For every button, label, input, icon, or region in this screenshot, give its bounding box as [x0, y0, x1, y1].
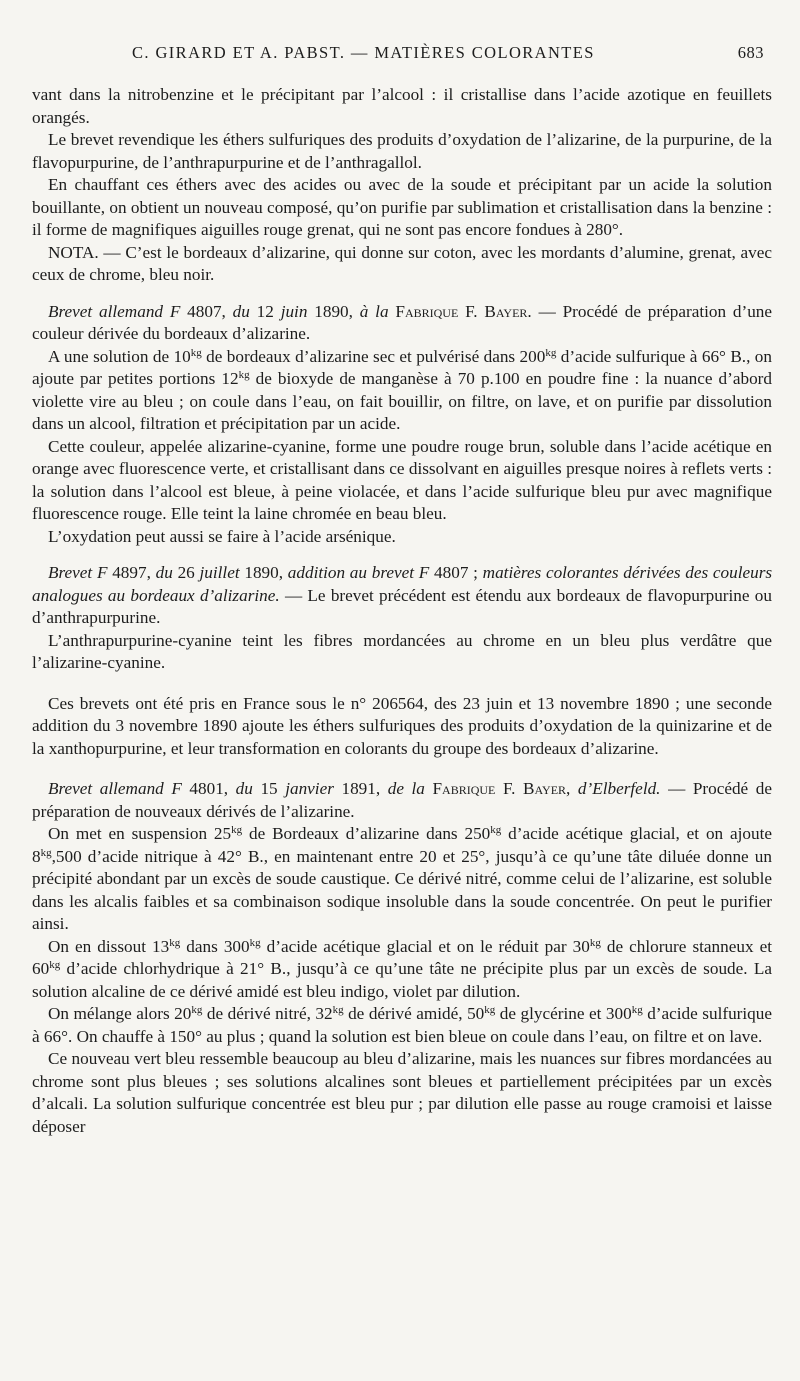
- patent-number: 4801,: [189, 779, 229, 798]
- paragraph: Ces brevets ont été pris en France sous le n° 206564, des 23 juin et 13 novembre 1890 ; une seconde addition du 3 novembre 1890 ajoute les éthers sulfuriques des produits d’oxydation de la quinizarine et de la xanthopurpurine, et leur transformation en colorants du groupe des bordeaux d’alizarine.: [32, 693, 772, 758]
- text-run: d’acide chlorhydrique à 21° B., jusqu’à ce qu’une tâte ne précipite plus par un excès de soude. La solution alcaline de ce dérivé amidé est bleu indigo, violet par dilution.: [32, 959, 772, 1001]
- paragraph: L’anthrapurpurine-cyanine teint les fibres mordancées au chrome en un bleu plus verdâtre que l’alizarine-cyanine.: [32, 630, 772, 672]
- patent-label: Brevet allemand F: [48, 301, 181, 321]
- patent-ref-number: 4807 ;: [434, 563, 478, 582]
- patent-month: juin: [280, 301, 308, 321]
- text-run: d’acide acétique glacial et on le réduit par 30: [260, 936, 590, 956]
- running-title: C. GIRARD ET A. PABST. — MATIÈRES COLORANTES: [132, 43, 595, 62]
- text-run: de dérivé amidé, 50: [343, 1004, 485, 1023]
- patent-label: Brevet F: [48, 563, 108, 582]
- patent-title: — Procédé de préparation d’une couleur dérivée du bordeaux d’alizarine.: [32, 301, 773, 343]
- paragraph: Ce nouveau vert bleu ressemble beaucoup au bleu d’alizarine, mais les nuances sur fibres mordancées au chrome sont plus bleues ; ses solutions alcalines sont bleues et partiellement précipitées par un excès d’alcali. La solution sulfurique concentrée est bleu pur ; par dilution elle passe au rouge cramoisi et laisse déposer: [32, 1049, 772, 1136]
- patent-subject: matières colorantes dérivées des couleurs analogues au bordeaux d’alizarine.: [32, 563, 773, 605]
- unit-superscript: kg: [191, 1004, 203, 1016]
- text-run: A une solution de 10: [48, 346, 191, 366]
- text-run: On met en suspension 25: [48, 824, 232, 843]
- note-paragraph: NOTA. — C’est le bordeaux d’alizarine, qui donne sur coton, avec les mordants d’alumine, grenat, avec ceux de chrome, bleu noir.: [32, 242, 772, 284]
- patent-month: juillet: [199, 563, 240, 582]
- patent-number: 4897,: [112, 563, 151, 582]
- page-header: [132, 42, 764, 66]
- unit-superscript: kg: [545, 346, 557, 359]
- patent-label: Brevet allemand F: [48, 779, 182, 798]
- text-run: de bioxyde de manganèse à 70 p.100 en poudre fine : la nuance d’abord violette vire au bleu ; on coule dans l’eau, on fait bouillir, on filtre, on lave, et on purifie par dissolution dans un alcool, filtration et précipitation par un acide.: [32, 369, 772, 433]
- text-run: ,500 d’acide nitrique à 42° B., en maintenant entre 20 et 25°, jusqu’à ce qu’une tâte diluée donne un précipité abondant par un excès de soude caustique. Ce dérivé nitré, comme celui de l’alizarine, est soluble dans les alcalis faibles et sa combinaison sodique insoluble dans la soude concentrée. On peut le purifier ainsi.: [32, 846, 772, 933]
- page-number: 683: [737, 43, 764, 62]
- unit-superscript: kg: [49, 959, 61, 971]
- paragraph: [32, 1003, 772, 1048]
- unit-superscript: kg: [238, 369, 250, 381]
- unit-superscript: kg: [190, 346, 202, 359]
- text-run: de dérivé nitré, 32: [202, 1004, 333, 1023]
- patent-title: — Procédé de préparation de nouveaux dérivés de l’alizarine.: [32, 779, 772, 821]
- text-run: de glycérine et 300: [495, 1004, 632, 1023]
- patent-month: janvier: [285, 779, 334, 798]
- text-run: On en dissout 13: [48, 936, 170, 956]
- patent-a-la: à la: [359, 301, 389, 321]
- patent-year: 1891,: [341, 779, 381, 798]
- text-run: d’acide acétique glacial, et on ajoute 8: [32, 824, 772, 866]
- patent-company: Fabrique F. Bayer.: [395, 301, 532, 321]
- patent-place: d’Elberfeld.: [577, 779, 661, 798]
- paragraph: [32, 823, 772, 936]
- unit-superscript: kg: [631, 1004, 643, 1016]
- unit-superscript: kg: [169, 936, 181, 949]
- unit-superscript: kg: [589, 936, 601, 949]
- section-gap: [32, 760, 772, 778]
- section-gap: [32, 675, 772, 693]
- paragraph: [32, 936, 772, 1004]
- unit-superscript: kg: [231, 824, 243, 836]
- paragraph: vant dans la nitrobenzine et le précipitant par l’alcool : il cristallise dans l’acide azotique en feuillets orangés.: [32, 85, 772, 127]
- unit-superscript: kg: [249, 936, 261, 949]
- paragraph: [32, 346, 772, 436]
- patent-heading: [32, 301, 772, 346]
- patent-du: du: [232, 301, 250, 321]
- patent-heading: [32, 562, 772, 630]
- unit-superscript: kg: [40, 846, 52, 859]
- patent-day: 15: [260, 779, 278, 798]
- paragraph: En chauffant ces éthers avec des acides ou avec de la soude et précipitant par un acide la solution bouillante, on obtient un nouveau composé, qu’on purifie par sublimation et cristallisation dans la benzine : il forme de magnifiques aiguilles rouge grenat, qui ne sont pas encore fondues à 280°.: [32, 175, 772, 239]
- section-gap: [32, 548, 772, 562]
- patent-addition: addition au brevet F: [287, 563, 430, 582]
- text-run: dans 300: [180, 936, 250, 956]
- paragraph: Le brevet revendique les éthers sulfuriques des produits d’oxydation de l’alizarine, de la purpurine, de la flavopurpurine, de l’anthrapurpurine et de l’anthragallol.: [32, 130, 772, 172]
- text-run: de Bordeaux d’alizarine dans 250: [242, 824, 491, 843]
- patent-heading: [32, 778, 772, 823]
- patent-year: 1890,: [244, 563, 284, 582]
- text-run: de chlorure stanneux et 60: [32, 936, 772, 978]
- unit-superscript: kg: [484, 1004, 496, 1016]
- patent-number: 4807,: [187, 301, 226, 321]
- section-gap: [32, 287, 772, 301]
- paragraph: L’oxydation peut aussi se faire à l’acide arsénique.: [48, 526, 396, 546]
- patent-day: 26: [177, 563, 195, 582]
- text-run: d’acide sulfurique à 66°. On chauffe à 150° au plus ; quand la solution est bien bleue on coule dans l’eau, on filtre et on lave.: [32, 1004, 772, 1046]
- paragraph: Cette couleur, appelée alizarine-cyanine, forme une poudre rouge brun, soluble dans l’acide acétique en orange avec fluorescence verte, et cristallisant dans ce dissolvant en aiguilles presque noires à reflets verts : la solution dans l’alcool est bleue, à peine violacée, et dans l’acide sulfurique bleu pur avec magnifique fluorescence rouge. Elle teint la laine chromée en beau bleu.: [32, 436, 772, 523]
- patent-du: du: [155, 563, 173, 582]
- patent-year: 1890,: [314, 301, 353, 321]
- unit-superscript: kg: [490, 824, 502, 836]
- patent-de-la: de la: [387, 779, 425, 798]
- patent-title: — Le brevet précédent est étendu aux bordeaux de flavopurpurine ou d’anthrapurpurine.: [32, 585, 772, 627]
- text-run: de bordeaux d’alizarine sec et pulvérisé dans 200: [201, 346, 546, 366]
- page-body: [32, 84, 772, 1138]
- text-run: On mélange alors 20: [48, 1004, 192, 1023]
- text-run: d’acide sulfurique à 66° B., on ajoute par petites portions 12: [32, 346, 772, 388]
- patent-du: du: [235, 779, 253, 798]
- patent-company: Fabrique F. Bayer,: [432, 779, 571, 798]
- unit-superscript: kg: [332, 1004, 344, 1016]
- patent-day: 12: [256, 301, 274, 321]
